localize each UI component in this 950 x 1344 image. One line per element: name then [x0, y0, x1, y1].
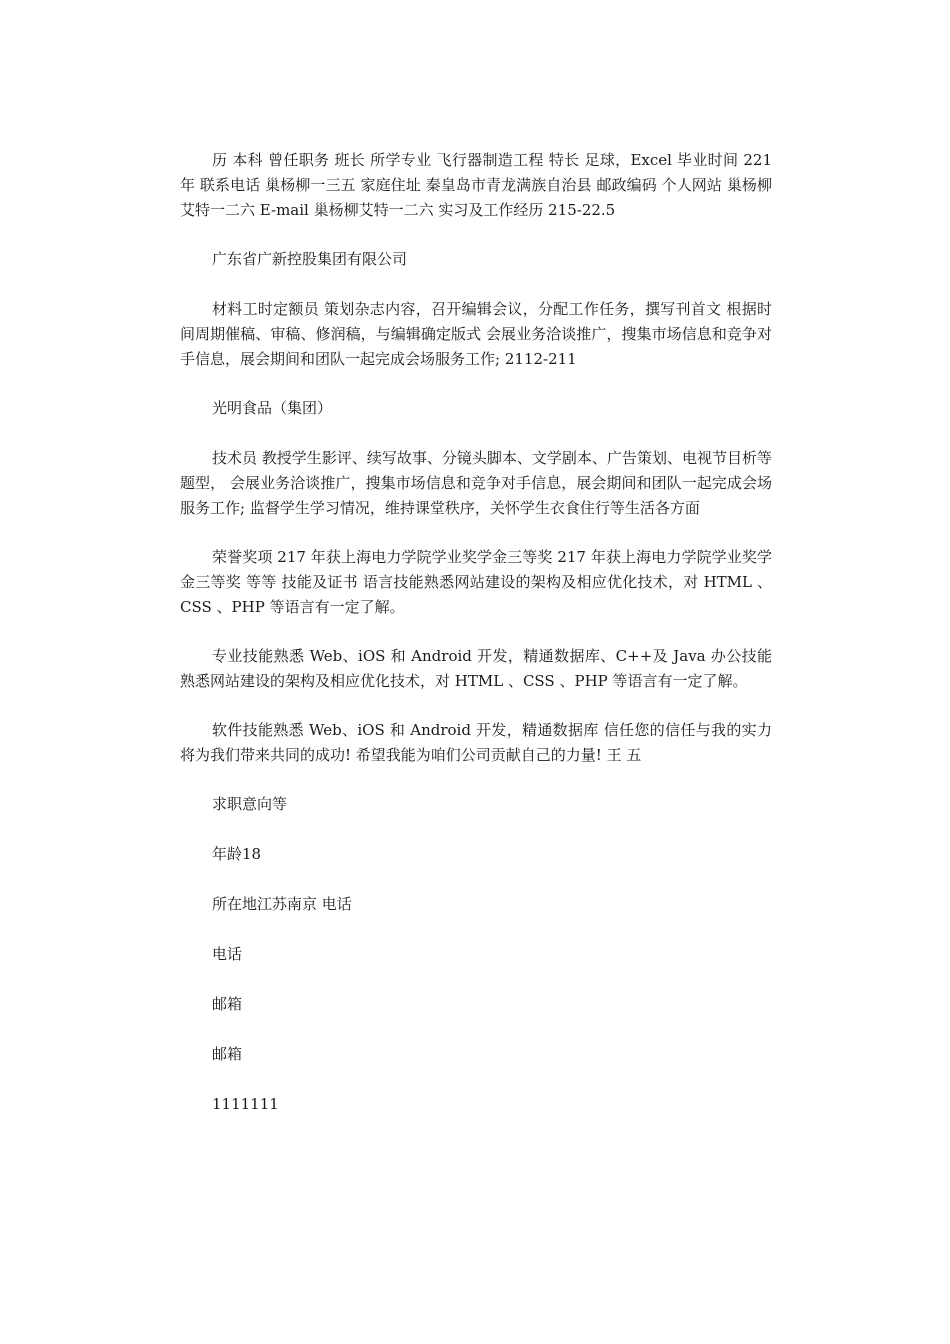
paragraph-phone: 电话 — [212, 945, 243, 963]
paragraph-honors: 荣誉奖项 217 年获上海电力学院学业奖学金三等奖 217 年获上海电力学院学业奖学金三等奖 等等 技能及证书 语言技能熟悉网站建设的架构及相应优化技术，对 HTML 、CSS 、PHP 等语言有一定了解。 — [180, 548, 772, 616]
paragraph-job-intention: 求职意向等 — [212, 795, 288, 813]
paragraph-email-1: 邮箱 — [212, 995, 243, 1013]
paragraph-number: 1111111 — [212, 1095, 279, 1113]
paragraph-job-2: 技术员 教授学生影评、续写故事、分镜头脚本、文学剧本、广告策划、电视节目析等题型， 会展业务洽谈推广，搜集市场信息和竞争对手信息，展会期间和团队一起完成会场服务工作; 监督学生学习情况，维持课堂秩序，关怀学生衣食住行等生活各方面 — [180, 449, 772, 517]
paragraph-email-2: 邮箱 — [212, 1045, 243, 1063]
paragraph-job-1: 材料工时定额员 策划杂志内容，召开编辑会议，分配工作任务，撰写刊首文 根据时间周期催稿、审稿、修润稿，与编辑确定版式 会展业务洽谈推广，搜集市场信息和竞争对手信息，展会期间和团队一起完成会场服务工作; 2112-211 — [180, 300, 772, 368]
paragraph-software-skills: 软件技能熟悉 Web、iOS 和 Android 开发，精通数据库 信任您的信任与我的实力将为我们带来共同的成功! 希望我能为咱们公司贡献自己的力量! 王 五 — [180, 721, 772, 764]
paragraph-location: 所在地江苏南京 电话 — [212, 895, 352, 913]
paragraph-education-contact: 历 本科 曾任职务 班长 所学专业 飞行器制造工程 特长 足球，Excel 毕业时间 221 年 联系电话 巢杨柳一三五 家庭住址 秦皇岛市青龙满族自治县 邮政编码 个人网站 巢杨柳艾特一二六 E-mail 巢杨柳艾特一二六 实习及工作经历 215-22.5 — [180, 151, 772, 219]
document-body — [180, 148, 772, 1142]
paragraph-company-1: 广东省广新控股集团有限公司 — [212, 250, 408, 268]
paragraph-professional-skills: 专业技能熟悉 Web、iOS 和 Android 开发，精通数据库、C++及 Java 办公技能熟悉网站建设的架构及相应优化技术，对 HTML 、CSS 、PHP 等语言有一定了解。 — [180, 647, 772, 690]
paragraph-company-2: 光明食品（集团） — [212, 399, 333, 417]
paragraph-age: 年龄18 — [212, 845, 262, 863]
